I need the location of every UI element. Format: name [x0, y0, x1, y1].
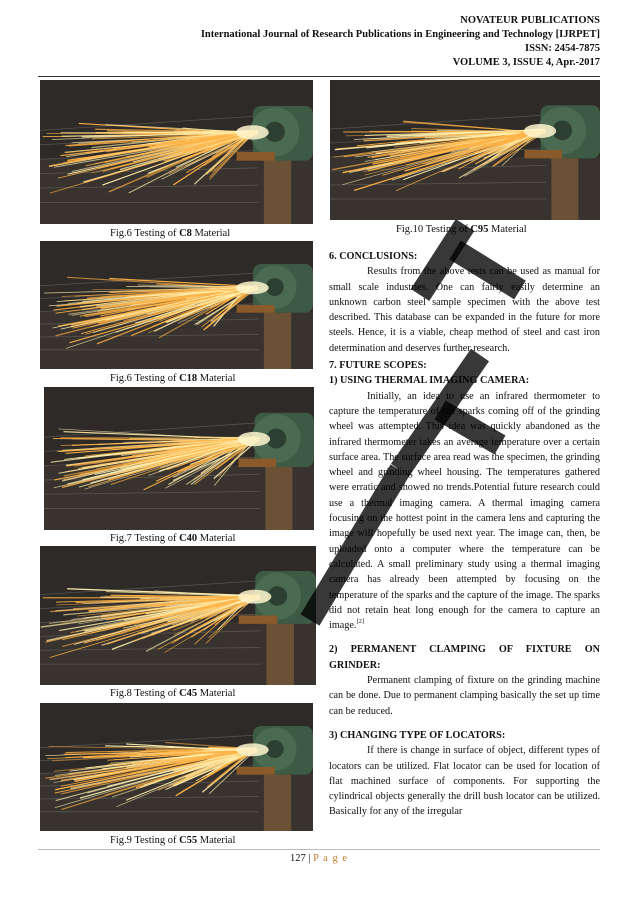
body-text-column — [329, 249, 600, 820]
footer-divider — [38, 849, 600, 850]
figure-photo-c45 — [40, 546, 316, 685]
page-number: 127 — [289, 853, 306, 864]
subsection-heading: 1) USING THERMAL IMAGING CAMERA: — [329, 375, 530, 387]
citation: [2] — [356, 618, 365, 626]
paragraph: Results from the above tests can be used as manual for small scale industries. One can fairly easily determine an unknown carbon steel sample specimen with the above test described. This database can be expanded in the future for more steels. Hence, it is a viable, cheap method of steel and cast iron determination and deserves further research. — [329, 266, 600, 354]
header-divider — [38, 76, 600, 77]
figure-caption: Fig.8 Testing of C45 Material — [110, 688, 236, 699]
figure-photo-c55 — [40, 703, 313, 831]
section-heading: 7. FUTURE SCOPES: — [329, 360, 427, 372]
paragraph: Permanent clamping of fixture on the grinding machine can be done. Due to permanent clamping basically the set up time can be reduced. — [329, 675, 600, 717]
issn: ISSN: 2454-7875 — [525, 43, 600, 54]
figure-caption: Fig.9 Testing of C55 Material — [110, 835, 236, 846]
journal-header — [201, 14, 600, 70]
figure-photo-c40 — [44, 387, 314, 530]
section-heading: 6. CONCLUSIONS: — [329, 251, 418, 262]
volume-issue: VOLUME 3, ISSUE 4, Apr.-2017 — [452, 57, 600, 68]
paragraph: Initially, an idea to use an infrared thermometer to capture the temperature of the sparks coming off of the grinding wheel was attempted. This idea was quickly abandoned as the infrared thermometer takes an average temperature over a certain surface area. The surface area read was the specimen, the grinding wheel and grinding wheel housing. The temperatures gathered were erratic and showed no trends.Potential future research could use a thermal imaging camera. A thermal imaging camera focusing on the hottest point in the camera lens and capturing the image will hopefully be used next year. The image can, then, be uploaded onto a computer where the temperature can be calculated. A small preliminary study using a thermal imaging camera has already been attempted by focusing on the temperature of the sparks and the capture of the image. The sparks did not retain heat long enough for the camera to capture an image.[2] — [329, 390, 600, 632]
paragraph: If there is change in surface of object, different types of locators can be utilized. Flat locator can be used for location of flat machined surface of components. For supporting the cylindrical objects generally the drill bush locator can be utilized. Basically for any of the irregular — [329, 745, 600, 818]
page-label: P a g e — [313, 853, 348, 864]
journal-title: International Journal of Research Publications in Engineering and Technology [IJRPET] — [200, 29, 600, 40]
figure-photo-c95 — [330, 80, 600, 220]
figure-photo-c18 — [40, 241, 313, 369]
publisher-name: NOVATEUR PUBLICATIONS — [460, 15, 600, 26]
subsection-heading: 2) PERMANENT CLAMPING OF FIXTURE ON GRINDER: — [329, 644, 600, 671]
figure-caption: Fig.10 Testing of C95 Material — [396, 224, 527, 235]
figure-photo-c8 — [40, 80, 313, 224]
figure-caption: Fig.6 Testing of C8 Material — [110, 228, 231, 239]
page-footer: 127 | P a g e — [289, 853, 348, 864]
subsection-heading: 3) CHANGING TYPE OF LOCATORS: — [329, 729, 506, 741]
figure-caption: Fig.7 Testing of C40 Material — [110, 533, 236, 544]
figure-caption: Fig.6 Testing of C18 Material — [110, 373, 236, 384]
